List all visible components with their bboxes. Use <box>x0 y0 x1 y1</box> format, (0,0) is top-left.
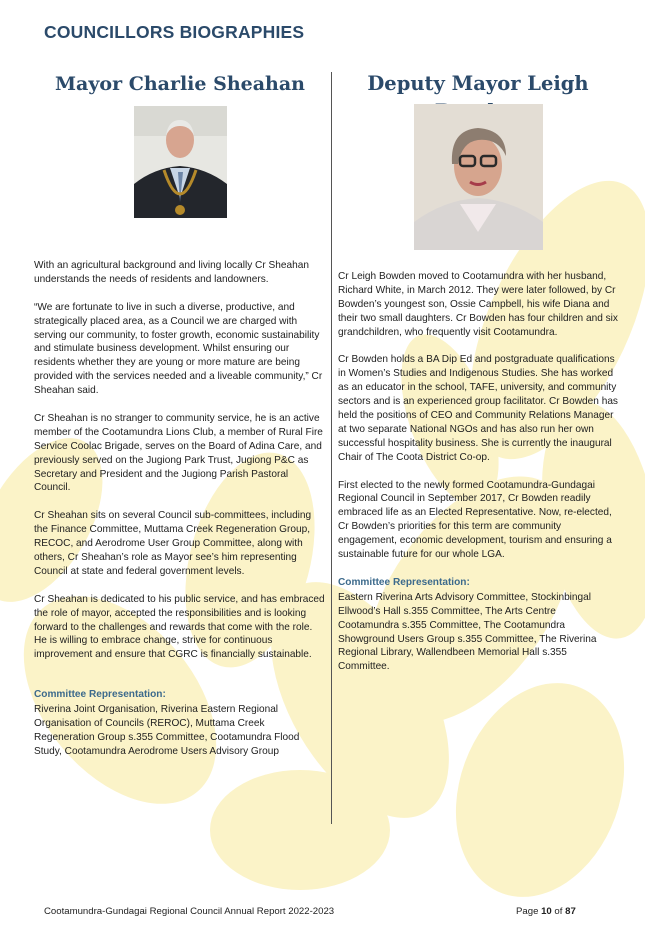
committee-heading: Committee Representation: <box>34 689 166 701</box>
bio-paragraph: Cr Bowden holds a BA Dip Ed and postgraduate qualifications in Women’s Studies and Indigenous Studies. She has worked as an educator in the school, TAFE, university, and community sectors and is an experienced group facilitator. Cr Bowden has held the positions of CEO and Community Relations Manager at two separate National NGOs and has also run her own successful hospitality business. She is currently the inaugural Chair of The Coota District Co-op. <box>338 354 618 463</box>
bio-paragraph: First elected to the newly formed Cootamundra-Gundagai Regional Council in September 2017, Cr Bowden readily embraced life as an Elected Representative. Now, re-elected, Cr Bowden’s priorities for this term are community engagement, economic development, tourism and ensuring a sustainable future for our whole LGA. <box>338 479 612 561</box>
page-prefix: Page <box>516 906 539 917</box>
bio-paragraph: With an agricultural background and living locally Cr Sheahan understands the needs of residents and landowners. <box>34 260 309 285</box>
page-of: of <box>554 906 563 917</box>
committee-list: Riverina Joint Organisation, Riverina Eastern Regional Organisation of Councils (REROC), Muttama Creek Regeneration Group s.355 Committee, Cootamundra Flood Study, Cootamundra Aerodrome Users Advisory Group <box>34 704 300 757</box>
column-divider <box>331 72 332 824</box>
councillor-name: Deputy Mayor Leigh <box>367 72 589 95</box>
footer-report-title: Cootamundra-Gundagai Regional Council Annual Report 2022-2023 <box>44 906 335 917</box>
page-title: COUNCILLORS BIOGRAPHIES <box>44 22 305 42</box>
bio-paragraph: Cr Sheahan is no stranger to community service, he is an active member of the Cootamundra Lions Club, a member of Rural Fire Service Coolac Brigade, serves on the Board of Adina Care, and previously served on the Jugiong Park Trust, Jugiong P&C as Secretary and President and the Jugiong Parish Pastoral Council. <box>34 412 323 494</box>
councillor-name: Mayor Charlie Sheahan <box>55 73 305 95</box>
deputy-mayor-portrait-photo <box>414 104 543 250</box>
page-current: 10 <box>541 906 552 917</box>
bio-paragraph: “We are fortunate to live in such a diverse, productive, and strategically placed area, as a Council we are charged with serving our community, to foster growth, economic sustainability and stimulate business development. Whilst ensuring our residents whether they are young or more mature are being provided with the services needed and a liveable community,” Cr Sheahan said. <box>34 301 323 397</box>
committee-list: Eastern Riverina Arts Advisory Committee, Stockinbingal Ellwood’s Hall s.355 Committee, The Arts Centre Cootamundra s.355 Committee, The Cootamundra Showground Users Group s.355 Committee, The Riverina Regional Library, Wallendbeen Memorial Hall s.355 Committee. <box>338 591 597 673</box>
bio-paragraph: Cr Sheahan sits on several Council sub-committees, including the Finance Committee, Muttama Creek Regeneration Group, RECOC, and Aerodrome User Group Committee, along with others, Cr Sheahan’s role as Mayor see’s him representing Council at state and federal government levels. <box>34 510 312 577</box>
page-total: 87 <box>565 906 576 917</box>
bio-paragraph: Cr Leigh Bowden moved to Cootamundra with her husband, Richard White, in March 2012. They were later followed, by Cr Bowden’s youngest son, Ossie Campbell, his wife Diana and their two small daughters. Cr Bowden has four children and six grandchildren, who frequently visit Cootamundra. <box>338 271 618 338</box>
bio-paragraph: Cr Sheahan is dedicated to his public service, and has embraced the role of mayor, accepted the responsibilities and is looking forward to the challenges and rewards that come with the role. He is willing to embrace change, strive for continuous improvement and ensure that CGRC is financially sustainable. <box>34 593 325 661</box>
committee-heading: Committee Representation: <box>338 576 470 588</box>
mayor-portrait-photo <box>134 106 227 218</box>
footer-page-number <box>516 906 576 917</box>
biography-mayor <box>34 70 326 759</box>
biography-deputy-mayor <box>338 70 618 674</box>
